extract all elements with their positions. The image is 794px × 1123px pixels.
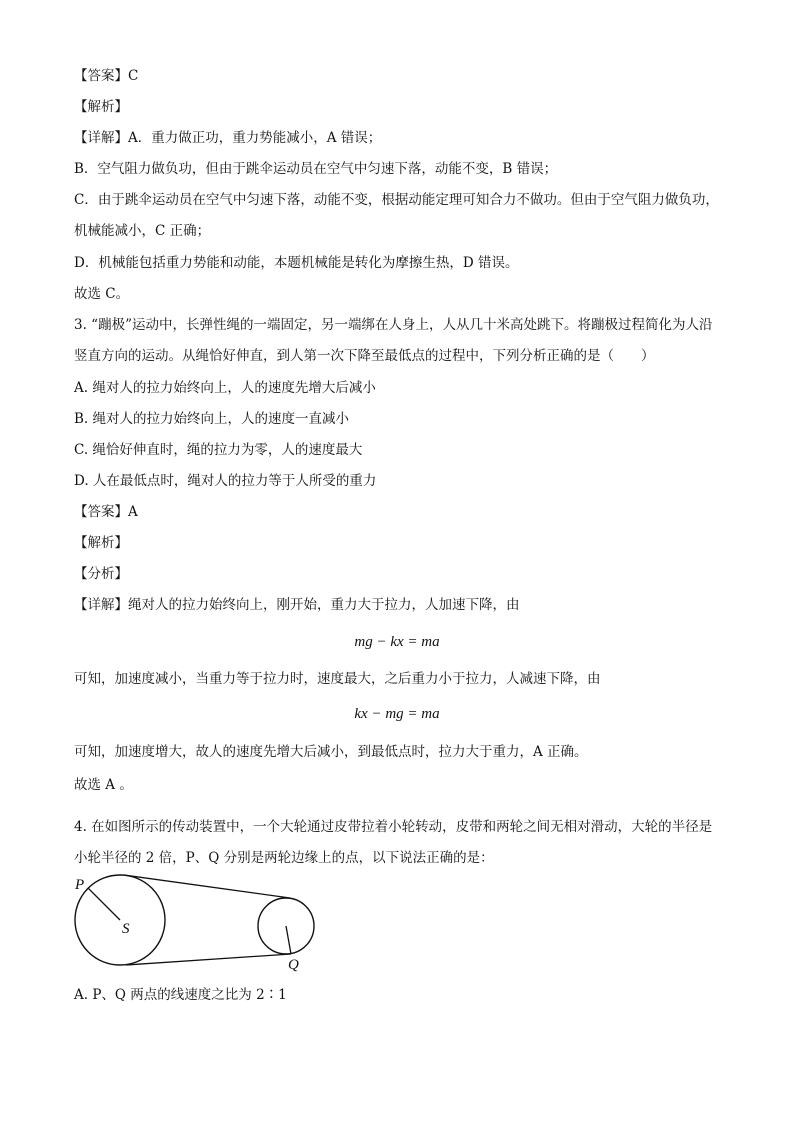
q2-answer: 【答案】C: [74, 68, 139, 84]
label-q: Q: [288, 957, 299, 973]
q3-choice: 故选 A 。: [74, 777, 133, 793]
q3-option-b: B. 绳对人的拉力始终向上，人的速度一直减小: [74, 411, 350, 427]
q4-option-a: A. P、Q 两点的线速度之比为 2∶1: [74, 987, 287, 1003]
q3-stem: 3. “蹦极”运动中，长弹性绳的一端固定，另一端绑在人身上，人从几十米高处跳下。将蹦极过程简化为人沿竖直方向的运动。从绳恰好伸直，到人第一次下降至最低点的过程中，下列分析正确的是（ ）: [74, 317, 713, 364]
label-p: P: [75, 877, 85, 893]
q3-after-formula-1: 可知，加速度减小，当重力等于拉力时，速度最大，之后重力小于拉力，人减速下降，由: [74, 671, 601, 687]
q3-option-c: C. 绳恰好伸直时，绳的拉力为零，人的速度最大: [74, 442, 363, 458]
q2-detail-a: 【详解】A．重力做正功，重力势能减小，A 错误；: [74, 130, 382, 146]
label-s: S: [122, 921, 130, 937]
belt-top: [124, 875, 290, 898]
q3-formula-2: kx − mg = ma: [354, 706, 440, 722]
q2-analysis-heading: 【解析】: [74, 99, 128, 115]
q3-option-a: A. 绳对人的拉力始终向上，人的速度先增大后减小: [74, 380, 376, 396]
belt-drive-figure: [70, 872, 330, 986]
q3-formula-1: mg − kx = ma: [354, 634, 440, 650]
q3-analysis-heading: 【解析】: [74, 535, 128, 551]
q3-answer: 【答案】A: [74, 504, 138, 520]
large-wheel-radius: [88, 888, 120, 920]
belt-drive-diagram: [70, 872, 330, 982]
q3-detail: 【详解】绳对人的拉力始终向上，刚开始，重力大于拉力，人加速下降，由: [74, 597, 520, 613]
q2-detail-c: C．由于跳伞运动员在空气中匀速下落，动能不变，根据动能定理可知合力不做功。但由于空气阻力做负功，机械能减小，C 正确；: [74, 192, 719, 239]
q2-choice: 故选 C。: [74, 286, 130, 302]
q4-stem: 4. 在如图所示的传动装置中，一个大轮通过皮带拉着小轮转动，皮带和两轮之间无相对滑动，大轮的半径是小轮半径的 2 倍，P、Q 分别是两轮边缘上的点，以下说法正确的是：: [74, 819, 713, 866]
q2-detail-d: D．机械能包括重力势能和动能，本题机械能是转化为摩擦生热，D 错误。: [74, 255, 519, 271]
belt-bottom: [126, 954, 291, 965]
q3-fenxi-heading: 【分析】: [74, 566, 128, 582]
q2-detail-b: B．空气阻力做负功，但由于跳伞运动员在空气中匀速下落，动能不变，B 错误；: [74, 161, 558, 177]
q3-option-d: D. 人在最低点时，绳对人的拉力等于人所受的重力: [74, 473, 377, 489]
q3-after-formula-2: 可知，加速度增大，故人的速度先增大后减小，到最低点时，拉力大于重力，A 正确。: [74, 744, 588, 760]
small-wheel-radius: [286, 926, 291, 954]
